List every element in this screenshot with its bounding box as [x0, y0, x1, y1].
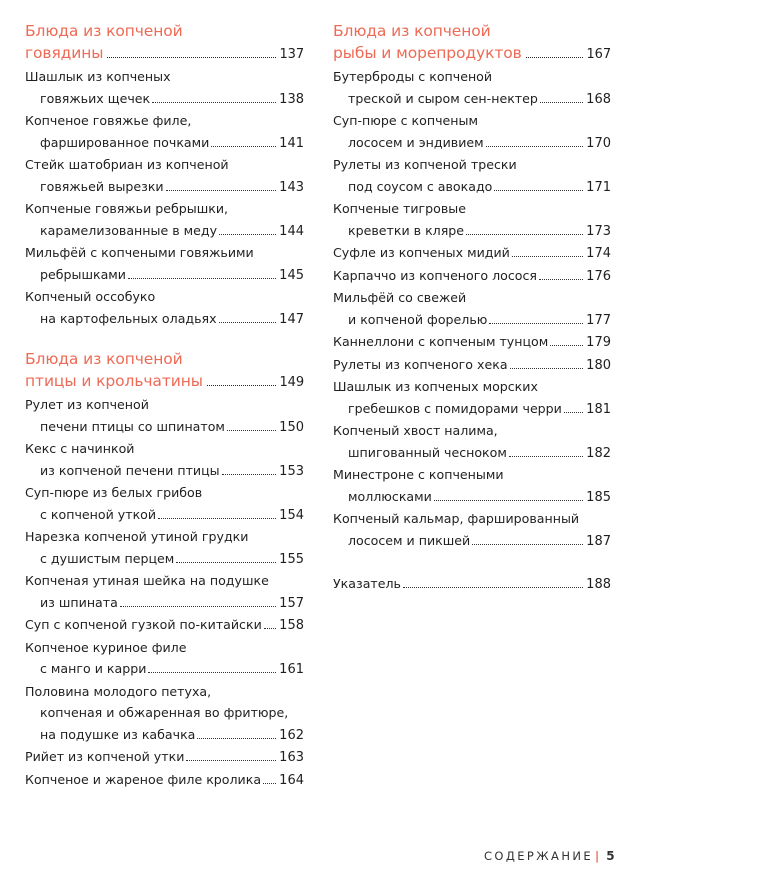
toc-entry [25, 198, 304, 242]
entry-page-number: 168 [586, 91, 611, 107]
entry-text: Копченое и жареное филе кролика [25, 771, 262, 787]
toc-entry [25, 637, 304, 681]
entry-line: Копченое говяжье филе, [25, 113, 192, 128]
entry-line [25, 658, 304, 681]
entry-line: Копченая утиная шейка на подушке [25, 573, 269, 588]
entry-line: Стейк шатобриан из копченой [25, 157, 229, 172]
entry-line: Половина молодого петуха, [25, 683, 212, 699]
entry-text: с манго и карри [40, 661, 147, 676]
toc-entry [333, 508, 611, 552]
section-heading [25, 20, 304, 66]
toc-entry [333, 331, 611, 354]
entry-page-number: 164 [279, 772, 304, 788]
toc-entry [25, 746, 304, 769]
entry-page-number: 180 [586, 357, 611, 373]
section-heading [333, 20, 611, 66]
dot-leader [186, 760, 276, 761]
dot-leader [158, 518, 276, 519]
dot-leader [128, 278, 276, 279]
section-heading-text: Блюда из копченой [25, 22, 183, 40]
entry-line: Шашлык из копченых морских [333, 379, 538, 394]
dot-leader [526, 57, 584, 58]
entry-line [25, 460, 304, 483]
page-number: 5 [606, 849, 615, 863]
index-entry [333, 573, 611, 596]
entry-line: Минестроне с копчеными [333, 467, 504, 482]
entry-page-number: 162 [279, 727, 304, 743]
entry-line [333, 88, 611, 111]
dot-leader [197, 738, 276, 739]
entry-line [25, 724, 304, 747]
dot-leader [550, 345, 583, 346]
entry-text: и копченой форелью [348, 311, 488, 327]
entry-line: Нарезка копченой утиной грудки [25, 529, 249, 544]
dot-leader [211, 146, 276, 147]
dot-leader [466, 234, 583, 235]
entry-page-number: 143 [279, 179, 304, 195]
entry-page-number: 138 [279, 91, 304, 107]
entry-text: с душистым перцем [40, 550, 175, 566]
entry-page-number: 147 [279, 311, 304, 327]
toc-entry [333, 376, 611, 420]
entry-text: Суп с копченой гузкой по-китайски [25, 617, 262, 632]
entry-text: треской и сыром сен-нектер [348, 90, 538, 106]
toc-entry [333, 110, 611, 154]
entry-line [333, 242, 611, 265]
entry-page-number: 153 [279, 463, 304, 479]
entry-list [25, 394, 304, 791]
entry-line [333, 442, 611, 465]
section-heading-line [25, 20, 304, 42]
entry-line [25, 220, 304, 243]
entry-text: шпигованный чесноком [348, 444, 507, 460]
toc-right-column [333, 20, 611, 596]
entry-page-number: 157 [279, 595, 304, 611]
entry-page-number: 170 [586, 135, 611, 151]
toc-entry [25, 526, 304, 570]
entry-page-number: 154 [279, 507, 304, 523]
entry-text: Суфле из копченых мидий [333, 245, 510, 260]
section-heading-line [333, 42, 611, 66]
toc-entry [25, 110, 304, 154]
section-heading-line [25, 348, 304, 370]
entry-text: на подушке из кабачка [40, 726, 196, 742]
entry-page-number: 174 [586, 246, 611, 261]
entry-line [25, 548, 304, 571]
entry-line: Шашлык из копченых [25, 69, 171, 84]
toc-entry [333, 265, 611, 288]
dot-leader [510, 368, 584, 369]
entry-text: фаршированное почками [40, 134, 210, 150]
entry-text: Рийет из копченой утки [25, 749, 185, 764]
dot-leader [564, 412, 583, 413]
dot-leader [403, 587, 583, 588]
toc-entry [333, 464, 611, 508]
dot-leader [152, 102, 276, 103]
entry-line [333, 398, 611, 421]
section-heading-line [333, 20, 611, 42]
entry-page-number: 177 [586, 312, 611, 328]
section-heading-line [25, 370, 304, 394]
toc-entry [25, 394, 304, 438]
dot-leader [107, 57, 276, 58]
section-heading [25, 348, 304, 394]
toc-entry [25, 681, 304, 747]
entry-line [25, 592, 304, 615]
toc-entry [25, 66, 304, 110]
entry-page-number: 158 [279, 618, 304, 633]
entry-line: Бутерброды с копченой [333, 69, 493, 84]
entry-page-number: 173 [586, 223, 611, 239]
entry-text: ребрышками [40, 266, 126, 282]
section-heading-text: рыбы и морепродуктов [333, 44, 522, 62]
entry-line: Копченые говяжьи ребрышки, [25, 201, 229, 216]
entry-line [25, 416, 304, 439]
entry-text: карамелизованные в меду [40, 222, 218, 238]
entry-line [333, 354, 611, 377]
dot-leader [509, 456, 583, 457]
section-page-number: 167 [586, 47, 611, 62]
entry-line: Рулет из копченой [25, 397, 149, 412]
entry-line [25, 504, 304, 527]
entry-page-number: 171 [586, 179, 611, 195]
entry-text: печени птицы со шпинатом [40, 418, 225, 434]
section-gap [333, 552, 611, 573]
entry-text: под соусом с авокадо [348, 178, 493, 194]
entry-line: Суп-пюре из белых грибов [25, 485, 203, 500]
toc-entry [333, 242, 611, 265]
dot-leader [494, 190, 583, 191]
entry-page-number: 161 [279, 662, 304, 677]
entry-line [25, 132, 304, 155]
toc-entry [333, 154, 611, 198]
section-page-number: 137 [279, 47, 304, 62]
entry-line [25, 746, 304, 769]
toc-entry [25, 154, 304, 198]
entry-page-number: 163 [279, 750, 304, 765]
entry-text: лососем и пикшей [348, 532, 471, 548]
entry-text: гребешков с помидорами черри [348, 400, 562, 416]
dot-leader [176, 562, 276, 563]
toc-entry [25, 242, 304, 286]
entry-text: говяжьих щечек [40, 90, 151, 106]
section-heading-text: Блюда из копченой [333, 22, 491, 40]
entry-text: лососем и эндивием [348, 134, 484, 150]
entry-text: с копченой уткой [40, 506, 157, 522]
toc-entry [25, 570, 304, 614]
entry-page-number: 187 [586, 533, 611, 549]
entry-line: Копченое куриное филе [25, 639, 187, 655]
entry-text: Карпаччо из копченого лосося [333, 267, 537, 283]
toc-entry [333, 287, 611, 331]
toc-entry [25, 482, 304, 526]
entry-line: Копченый хвост налима, [333, 423, 498, 438]
dot-leader [207, 385, 277, 386]
entry-page-number: 185 [586, 489, 611, 505]
dot-leader [540, 102, 583, 103]
entry-text: на картофельных оладьях [40, 310, 217, 326]
entry-line [333, 486, 611, 509]
toc-entry [333, 420, 611, 464]
entry-line: Кекс с начинкой [25, 441, 135, 456]
dot-leader [472, 544, 583, 545]
dot-leader [512, 256, 583, 257]
entry-text: Каннеллони с копченым тунцом [333, 334, 549, 349]
entry-line: Суп-пюре с копченым [333, 113, 478, 128]
toc-entry [333, 198, 611, 242]
entry-page-number: 179 [586, 335, 611, 350]
entry-line [25, 176, 304, 199]
section-page-number: 149 [279, 375, 304, 390]
entry-line [333, 530, 611, 553]
dot-leader [486, 146, 584, 147]
dot-leader [219, 322, 277, 323]
section-gap [25, 330, 304, 348]
entry-text: говяжьей вырезки [40, 178, 164, 194]
dot-leader [263, 783, 276, 784]
entry-line [333, 220, 611, 243]
toc-entry [333, 354, 611, 377]
dot-leader [539, 279, 583, 280]
dot-leader [120, 606, 276, 607]
entry-line: Мильфёй со свежей [333, 290, 467, 305]
entry-line [25, 264, 304, 287]
section-heading-text: Блюда из копченой [25, 350, 183, 368]
section-heading-text: птицы и крольчатины [25, 372, 203, 390]
toc-entry [333, 66, 611, 110]
entry-line [333, 573, 611, 596]
entry-line [333, 132, 611, 155]
toc-entry [25, 769, 304, 792]
toc-entry [25, 286, 304, 330]
footer-separator: | [595, 849, 600, 863]
entry-page-number: 155 [279, 551, 304, 567]
dot-leader [148, 672, 276, 673]
dot-leader [222, 474, 277, 475]
toc-entry [25, 614, 304, 637]
entry-page-number: 145 [279, 267, 304, 283]
entry-line [25, 308, 304, 331]
entry-page-number: 182 [586, 445, 611, 461]
dot-leader [227, 430, 276, 431]
entry-text: из копченой печени птицы [40, 462, 220, 478]
index-label: Указатель [333, 576, 401, 591]
entry-line [25, 88, 304, 111]
entry-text: креветки в кляре [348, 222, 465, 238]
entry-text: из шпината [40, 594, 118, 610]
dot-leader [166, 190, 277, 191]
entry-line: Копченый оссобуко [25, 289, 156, 304]
entry-page-number: 144 [279, 223, 304, 239]
footer-label: СОДЕРЖАНИЕ [484, 849, 594, 863]
dot-leader [264, 628, 276, 629]
entry-text: моллюсками [348, 488, 432, 504]
entry-line [25, 614, 304, 637]
entry-list [333, 66, 611, 552]
entry-line: Копченый кальмар, фаршированный [333, 511, 580, 526]
entry-line: Мильфёй с копчеными говяжьими [25, 245, 254, 260]
entry-line [333, 176, 611, 199]
dot-leader [489, 323, 583, 324]
entry-list [25, 66, 304, 330]
entry-line: Рулеты из копченой трески [333, 157, 517, 172]
page-footer [484, 849, 615, 863]
dot-leader [219, 234, 276, 235]
entry-line: Копченые тигровые [333, 201, 466, 216]
entry-page-number: 141 [279, 135, 304, 151]
entry-line [333, 331, 611, 354]
entry-line [333, 265, 611, 288]
toc-left-column [25, 20, 304, 791]
entry-page-number: 181 [586, 401, 611, 417]
section-heading-line [25, 42, 304, 66]
section-heading-text: говядины [25, 44, 104, 62]
entry-line [333, 309, 611, 332]
entry-page-number: 150 [279, 419, 304, 435]
toc-entry [25, 438, 304, 482]
entry-page-number: 176 [586, 268, 611, 284]
entry-text: Рулеты из копченого хека [333, 356, 508, 372]
dot-leader [434, 500, 583, 501]
entry-line: копченая и обжаренная во фритюре, [40, 705, 289, 720]
index-page-number: 188 [586, 577, 611, 592]
entry-line [25, 769, 304, 792]
